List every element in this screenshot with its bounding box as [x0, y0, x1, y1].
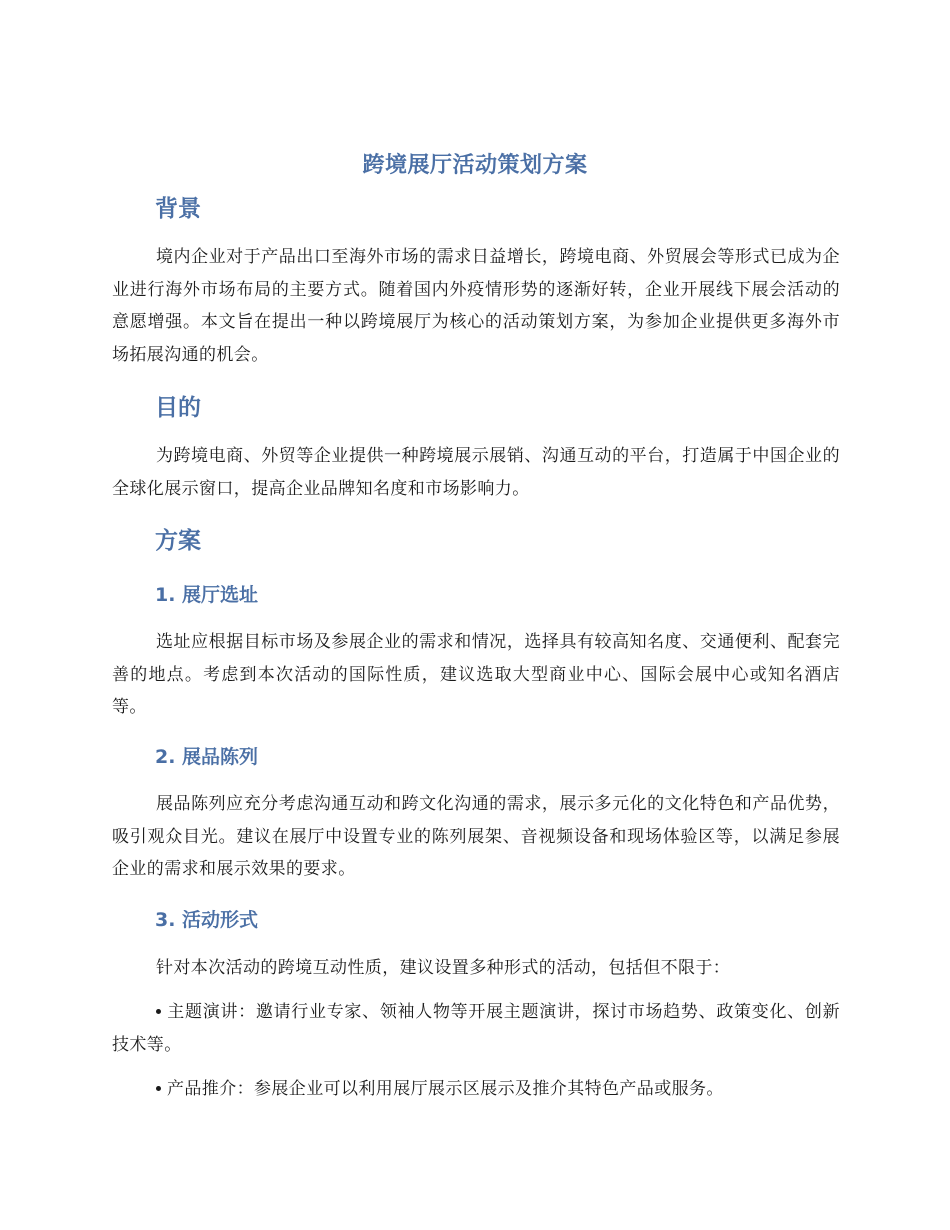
list-item-text: 产品推介：参展企业可以利用展厅展示区展示及推介其特色产品或服务。: [167, 1079, 724, 1099]
subheading-activities: 3. 活动形式: [155, 909, 259, 931]
heading-background: 背景: [155, 196, 201, 222]
bullet-icon: [156, 1009, 161, 1014]
paragraph-venue: 选址应根据目标市场及参展企业的需求和情况，选择具有较高知名度、交通便利、配套完善的地点。考虑到本次活动的国际性质，建议选取大型商业中心、国际会展中心或知名酒店等。: [112, 632, 840, 717]
bullet-icon: [156, 1086, 161, 1091]
list-item: [112, 1073, 840, 1106]
document-title: 跨境展厅活动策划方案: [362, 153, 588, 178]
subheading-display: 2. 展品陈列: [155, 746, 259, 768]
paragraph-activities-intro: 针对本次活动的跨境互动性质，建议设置多种形式的活动，包括但不限于：: [156, 958, 731, 978]
paragraph-purpose: 为跨境电商、外贸等企业提供一种跨境展示展销、沟通互动的平台，打造属于中国企业的全球化展示窗口，提高企业品牌知名度和市场影响力。: [112, 446, 840, 499]
paragraph-background: 境内企业对于产品出口至海外市场的需求日益增长，跨境电商、外贸展会等形式已成为企业进行海外市场布局的主要方式。随着国内外疫情形势的逐渐好转，企业开展线下展会活动的意愿增强。本文旨在提出一种以跨境展厅为核心的活动策划方案，为参加企业提供更多海外市场拓展沟通的机会。: [112, 247, 840, 365]
paragraph-display: 展品陈列应充分考虑沟通互动和跨文化沟通的需求，展示多元化的文化特色和产品优势，吸引观众目光。建议在展厅中设置专业的陈列展架、音视频设备和现场体验区等，以满足参展企业的需求和展示效果的要求。: [112, 794, 840, 879]
list-item: [112, 996, 840, 1061]
list-item-text: 主题演讲：邀请行业专家、领袖人物等开展主题演讲，探讨市场趋势、政策变化、创新技术等。: [112, 1002, 840, 1055]
heading-plan: 方案: [155, 528, 201, 554]
subheading-venue: 1. 展厅选址: [155, 584, 259, 606]
heading-purpose: 目的: [155, 395, 201, 421]
